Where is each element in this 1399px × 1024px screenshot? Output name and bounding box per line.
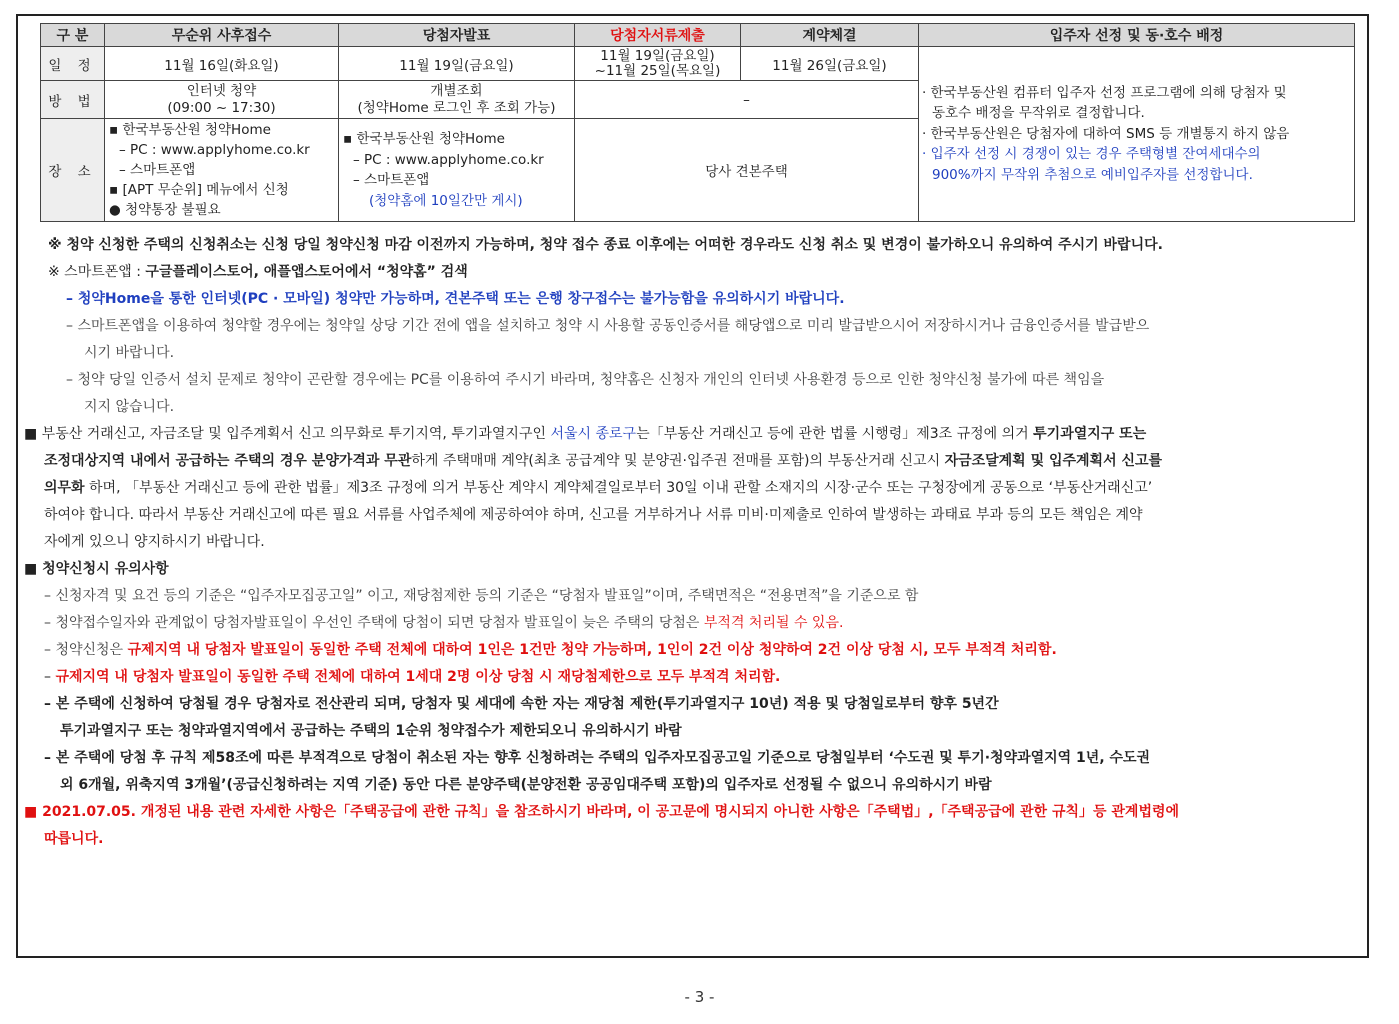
caution-line-6b: 외 6개월, 위축지역 3개월’(공급신청하려는 지역 기준) 동안 다른 분양주택(분양전환 공공임대주택 포함)의 입주자로 선정될 수 없으니 유의하시기 바람 (60, 777, 992, 793)
note-app-2: 시기 바랍니다. (84, 345, 175, 361)
documents-start: 11월 19일(금요일) (600, 47, 715, 64)
cell-place-model-house: 당사 견본주택 (575, 119, 919, 222)
report-text: 는「부동산 거래신고 등에 관한 법률 시행령」제3조 규정에 의거 (636, 426, 1034, 442)
caution-line-1: – 신청자격 및 요건 등의 기준은 “입주자모집공고일” 이고, 재당첨제한 등의 기준은 “당첨자 발표일”이며, 주택면적은 “전용면적”을 기준으로 함 (44, 588, 919, 604)
note-smartphone-label: ※ 스마트폰앱 : (48, 264, 146, 280)
caution-line-4 (44, 666, 780, 686)
selection-note-2: · 한국부동산원은 당첨자에 대하여 SMS 등 개별통지 하지 않음 (922, 125, 1290, 142)
place-ann-line-3: – 스마트폰앱 (353, 172, 430, 188)
header-contract: 계약체결 (741, 24, 919, 47)
place-ann-line-2: – PC : www.applyhome.co.kr (353, 151, 544, 168)
caution-line-6a: – 본 주택에 당첨 후 규칙 제58조에 따른 부적격으로 당첨이 취소된 자는 향후 신청하려는 주택의 입주자모집공고일 기준으로 당첨일부터 ‘수도권 및 투기·청약과열지역 1년, 수도권 (44, 750, 1151, 766)
note-internet-only: – 청약Home을 통한 인터넷(PC · 모바일) 청약만 가능하며, 견본주택 또는 은행 창구접수는 불가능함을 유의하시기 바랍니다. (66, 291, 845, 307)
caution-text: – 청약신청은 (44, 642, 128, 658)
report-line-3 (44, 477, 1152, 497)
caution-line-5b: 투기과열지구 또는 청약과열지역에서 공급하는 주택의 1순위 청약접수가 제한되오니 유의하시기 바람 (60, 723, 682, 739)
selection-note-3: · 입주자 선정 시 경쟁이 있는 경우 주택형별 잔여세대수의 (922, 146, 1261, 163)
cell-place-announcement (339, 119, 575, 222)
method-internet: 인터넷 청약 (186, 82, 257, 99)
row-label-place: 장 소 (41, 119, 105, 222)
note-app-1: – 스마트폰앱을 이용하여 청약할 경우에는 청약일 상당 기간 전에 앱을 설치하고 청약 시 사용할 공동인증서를 해당앱으로 미리 발급받으시어 저장하시거나 금융인증서를 발급받으 (66, 318, 1150, 334)
caution-text: – (44, 669, 56, 685)
caution-line-2 (44, 612, 843, 632)
caution-red: 부적격 처리될 수 있음. (703, 615, 844, 631)
place-app-line-5: ● 청약통장 불필요 (109, 202, 221, 218)
report-text: 하게 주택매매 계약(최초 공급계약 및 분양권·입주권 전매를 포함)의 부동산거래 신고시 (411, 453, 945, 469)
report-bold: 의무화 (44, 480, 85, 496)
note-cancel: ※ 청약 신청한 주택의 신청취소는 신청 당일 청약신청 마감 이전까지 가능하며, 청약 접수 종료 이후에는 어떠한 경우라도 신청 취소 및 변경이 불가하오니 유의하여 주시기 바랍니다. (48, 237, 1163, 253)
caution-line-3 (44, 639, 1057, 659)
cell-place-application (105, 119, 339, 222)
header-selection: 입주자 선정 및 동·호수 배정 (919, 24, 1355, 47)
cell-selection-notes (919, 47, 1355, 222)
note-cert-2: 지지 않습니다. (84, 399, 175, 415)
cell-method-application (105, 81, 339, 119)
caution-red: 규제지역 내 당첨자 발표일이 동일한 주택 전체에 대하여 1세대 2명 이상 당첨 시 재당첨제한으로 모두 부적격 처리함. (55, 669, 781, 685)
row-label-method: 방 법 (41, 81, 105, 119)
row-label-date: 일 정 (41, 47, 105, 81)
method-individual: 개별조회 (430, 82, 483, 99)
caution-line-7b: 따릅니다. (44, 831, 104, 847)
report-line-2 (44, 450, 1162, 470)
report-bold: 조정대상지역 내에서 공급하는 주택의 경우 분양가격과 무관 (44, 453, 412, 469)
report-text: ■ 부동산 거래신고, 자금조달 및 입주계획서 신고 의무화로 투기지역, 투기과열지구인 (24, 426, 551, 442)
selection-note-3b: 900%까지 무작위 추첨으로 예비입주자를 선정합니다. (932, 166, 1253, 183)
place-app-line-1: ▪ 한국부동산원 청약Home (109, 122, 271, 138)
method-hours: (09:00 ~ 17:30) (167, 99, 276, 116)
cell-date-announcement: 11월 19일(금요일) (339, 47, 575, 81)
report-line-1 (24, 423, 1146, 443)
table-row (41, 47, 1355, 81)
place-app-line-2: – PC : www.applyhome.co.kr (119, 142, 310, 158)
header-announcement: 당첨자발표 (339, 24, 575, 47)
report-bold: 투기과열지구 또는 (1033, 426, 1147, 442)
caution-title: ■ 청약신청시 유의사항 (24, 561, 169, 577)
place-ann-line-1: ▪ 한국부동산원 청약Home (343, 131, 505, 147)
place-ann-line-4: (청약홈에 10일간만 게시) (369, 192, 523, 209)
caution-line-7a: ■ 2021.07.05. 개정된 내용 관련 자세한 사항은「주택공급에 관한 규칙」을 참조하시기 바라며, 이 공고문에 명시되지 아니한 사항은「주택법」,「주택공급에 관한 규칙」등 관계법령에 (24, 804, 1180, 820)
note-smartphone (48, 261, 468, 281)
note-cert-1: – 청약 당일 인증서 설치 문제로 청약이 곤란할 경우에는 PC를 이용하여 주시기 바라며, 청약홈은 신청자 개인의 인터넷 사용환경 등으로 인한 청약신청 불가에 따른 책임을 (66, 372, 1105, 388)
caution-line-5a: – 본 주택에 신청하여 당첨될 경우 당첨자로 전산관리 되며, 당첨자 및 세대에 속한 자는 재당첨 제한(투기과열지구 10년) 적용 및 당첨일로부터 향후 5년간 (44, 696, 999, 712)
caution-text: – 청약접수일자와 관계없이 당첨자발표일이 우선인 주택에 당첨이 되면 당첨자 발표일이 늦은 주택의 당첨은 (44, 615, 704, 631)
place-app-line-4: ▪ [APT 무순위] 메뉴에서 신청 (109, 182, 289, 198)
cell-method-docs-contract: – (575, 81, 919, 119)
cell-date-contract: 11월 26일(금요일) (741, 47, 919, 81)
cell-method-announcement (339, 81, 575, 119)
header-application: 무순위 사후접수 (105, 24, 339, 47)
report-text: 하며, 「부동산 거래신고 등에 관한 법률」제3조 규정에 의거 부동산 계약시 계약체결일로부터 30일 이내 관할 소재지의 시장·군수 또는 구청장에게 공동으로 ‘부동산거래신고’ (84, 480, 1153, 496)
schedule-table (40, 23, 1355, 222)
caution-red: 규제지역 내 당첨자 발표일이 동일한 주택 전체에 대하여 1인은 1건만 청약 가능하며, 1인이 2건 이상 청약하여 2건 이상 당첨 시, 모두 부적격 처리함. (127, 642, 1057, 658)
note-smartphone-stores: 구글플레이스토어, 애플앱스토어에서 “청약홈” 검색 (145, 264, 468, 280)
header-documents: 당첨자서류제출 (575, 24, 741, 47)
table-header-row (41, 24, 1355, 47)
cell-date-documents (575, 47, 741, 81)
documents-end: ~11월 25일(목요일) (594, 62, 721, 79)
report-line-5: 자에게 있으니 양지하시기 바랍니다. (44, 534, 265, 550)
place-app-line-3: – 스마트폰앱 (119, 162, 196, 178)
method-login: (청약Home 로그인 후 조회 가능) (357, 99, 556, 116)
selection-note-1b: 동호수 배정을 무작위로 결정합니다. (932, 105, 1145, 122)
page-number: - 3 - (684, 988, 715, 1006)
header-category: 구 분 (41, 24, 105, 47)
region-name: 서울시 종로구 (550, 426, 637, 442)
report-line-4: 하여야 합니다. 따라서 부동산 거래신고에 따른 필요 서류를 사업주체에 제공하여야 하며, 신고를 거부하거나 서류 미비·미제출로 인하여 발생하는 과태료 부과 등의 모든 책임은 계약 (44, 507, 1143, 523)
cell-date-application: 11월 16일(화요일) (105, 47, 339, 81)
selection-note-1: · 한국부동산원 컴퓨터 입주자 선정 프로그램에 의해 당첨자 및 (922, 84, 1287, 101)
report-bold: 자금조달계획 및 입주계획서 신고를 (944, 453, 1163, 469)
